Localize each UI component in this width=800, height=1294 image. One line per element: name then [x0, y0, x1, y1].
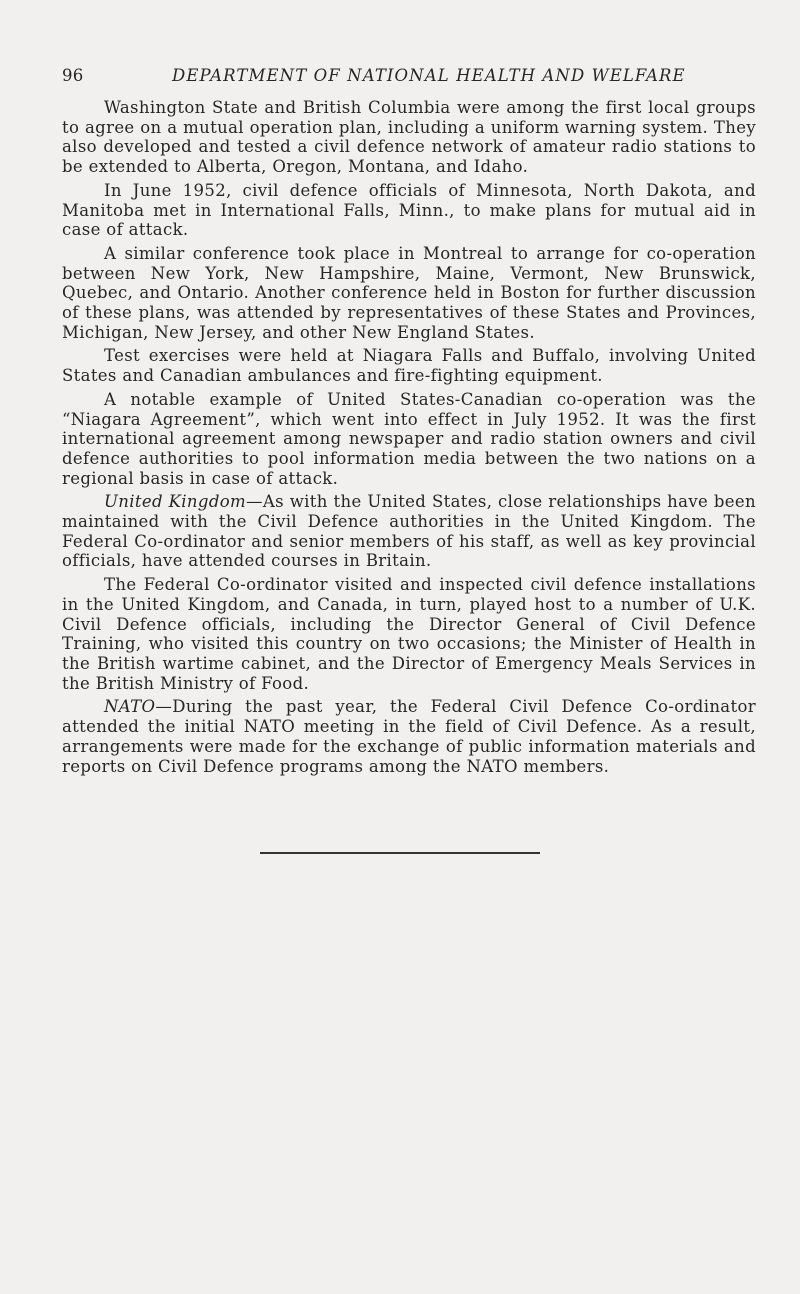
paragraph	[62, 697, 756, 776]
page-header	[62, 66, 756, 88]
paragraph-text: —During the past year, the Federal Civil Defence Co-ordinator attended the initial NATO meeting in the field of Civil Defence. As a result, arrangements were made for the exchange of public information materials and reports on Civil Defence programs among the NATO members.	[62, 697, 756, 776]
section-lead-heading: United Kingdom	[104, 492, 247, 512]
paragraph	[62, 346, 756, 385]
end-rule-divider	[260, 852, 540, 854]
paragraph	[62, 575, 756, 693]
paragraph	[62, 181, 756, 240]
paragraph	[62, 244, 756, 343]
paragraph-text: In June 1952, civil defence officials of Minnesota, North Dakota, and Manitoba met in International Falls, Minn., to make plans for mutual aid in case of attack.	[62, 180, 756, 240]
paragraph-text: —As with the United States, close relationships have been maintained with the Civil Defence authorities in the United Kingdom. The Federal Co-ordinator and senior members of his staff, as well as key provincial officials, have attended courses in Britain.	[62, 492, 756, 571]
paragraph-text: Test exercises were held at Niagara Falls and Buffalo, involving United States and Canadian ambulances and fire-fighting equipment.	[62, 346, 756, 386]
paragraph	[62, 492, 756, 571]
paragraph	[62, 98, 756, 177]
page-number: 96	[62, 66, 84, 85]
running-head: DEPARTMENT OF NATIONAL HEALTH AND WELFARE	[172, 66, 686, 85]
paragraph-text: The Federal Co-ordinator visited and inspected civil defence installations in the United Kingdom, and Canada, in turn, played host to a number of U.K. Civil Defence officials, including the Director General of Civil Defence Training, who visited this country on two occasions; the Minister of Health in the British wartime cabinet, and the Director of Emergency Meals Services in the British Ministry of Food.	[62, 575, 756, 693]
paragraph-text: A notable example of United States-Canadian co-operation was the “Niagara Agreement”, which went into effect in July 1952. It was the first international agreement among newspaper and radio station owners and civil defence authorities to pool information media between the two nations on a regional basis in case of attack.	[62, 389, 756, 488]
paragraph-text: Washington State and British Columbia were among the first local groups to agree on a mutual operation plan, including a uniform warning system. They also developed and tested a civil defence network of amateur radio stations to be extended to Alberta, Oregon, Montana, and Idaho.	[62, 98, 756, 177]
paragraph	[62, 390, 756, 489]
paragraph-text: A similar conference took place in Montreal to arrange for co-operation between New York, New Hampshire, Maine, Vermont, New Brunswick, Quebec, and Ontario. Another conference held in Boston for further discussion of these plans, was attended by representatives of these States and Provinces, Michigan, New Jersey, and other New England States.	[62, 243, 756, 342]
section-lead-heading: NATO	[104, 697, 156, 717]
body-text	[62, 98, 756, 780]
